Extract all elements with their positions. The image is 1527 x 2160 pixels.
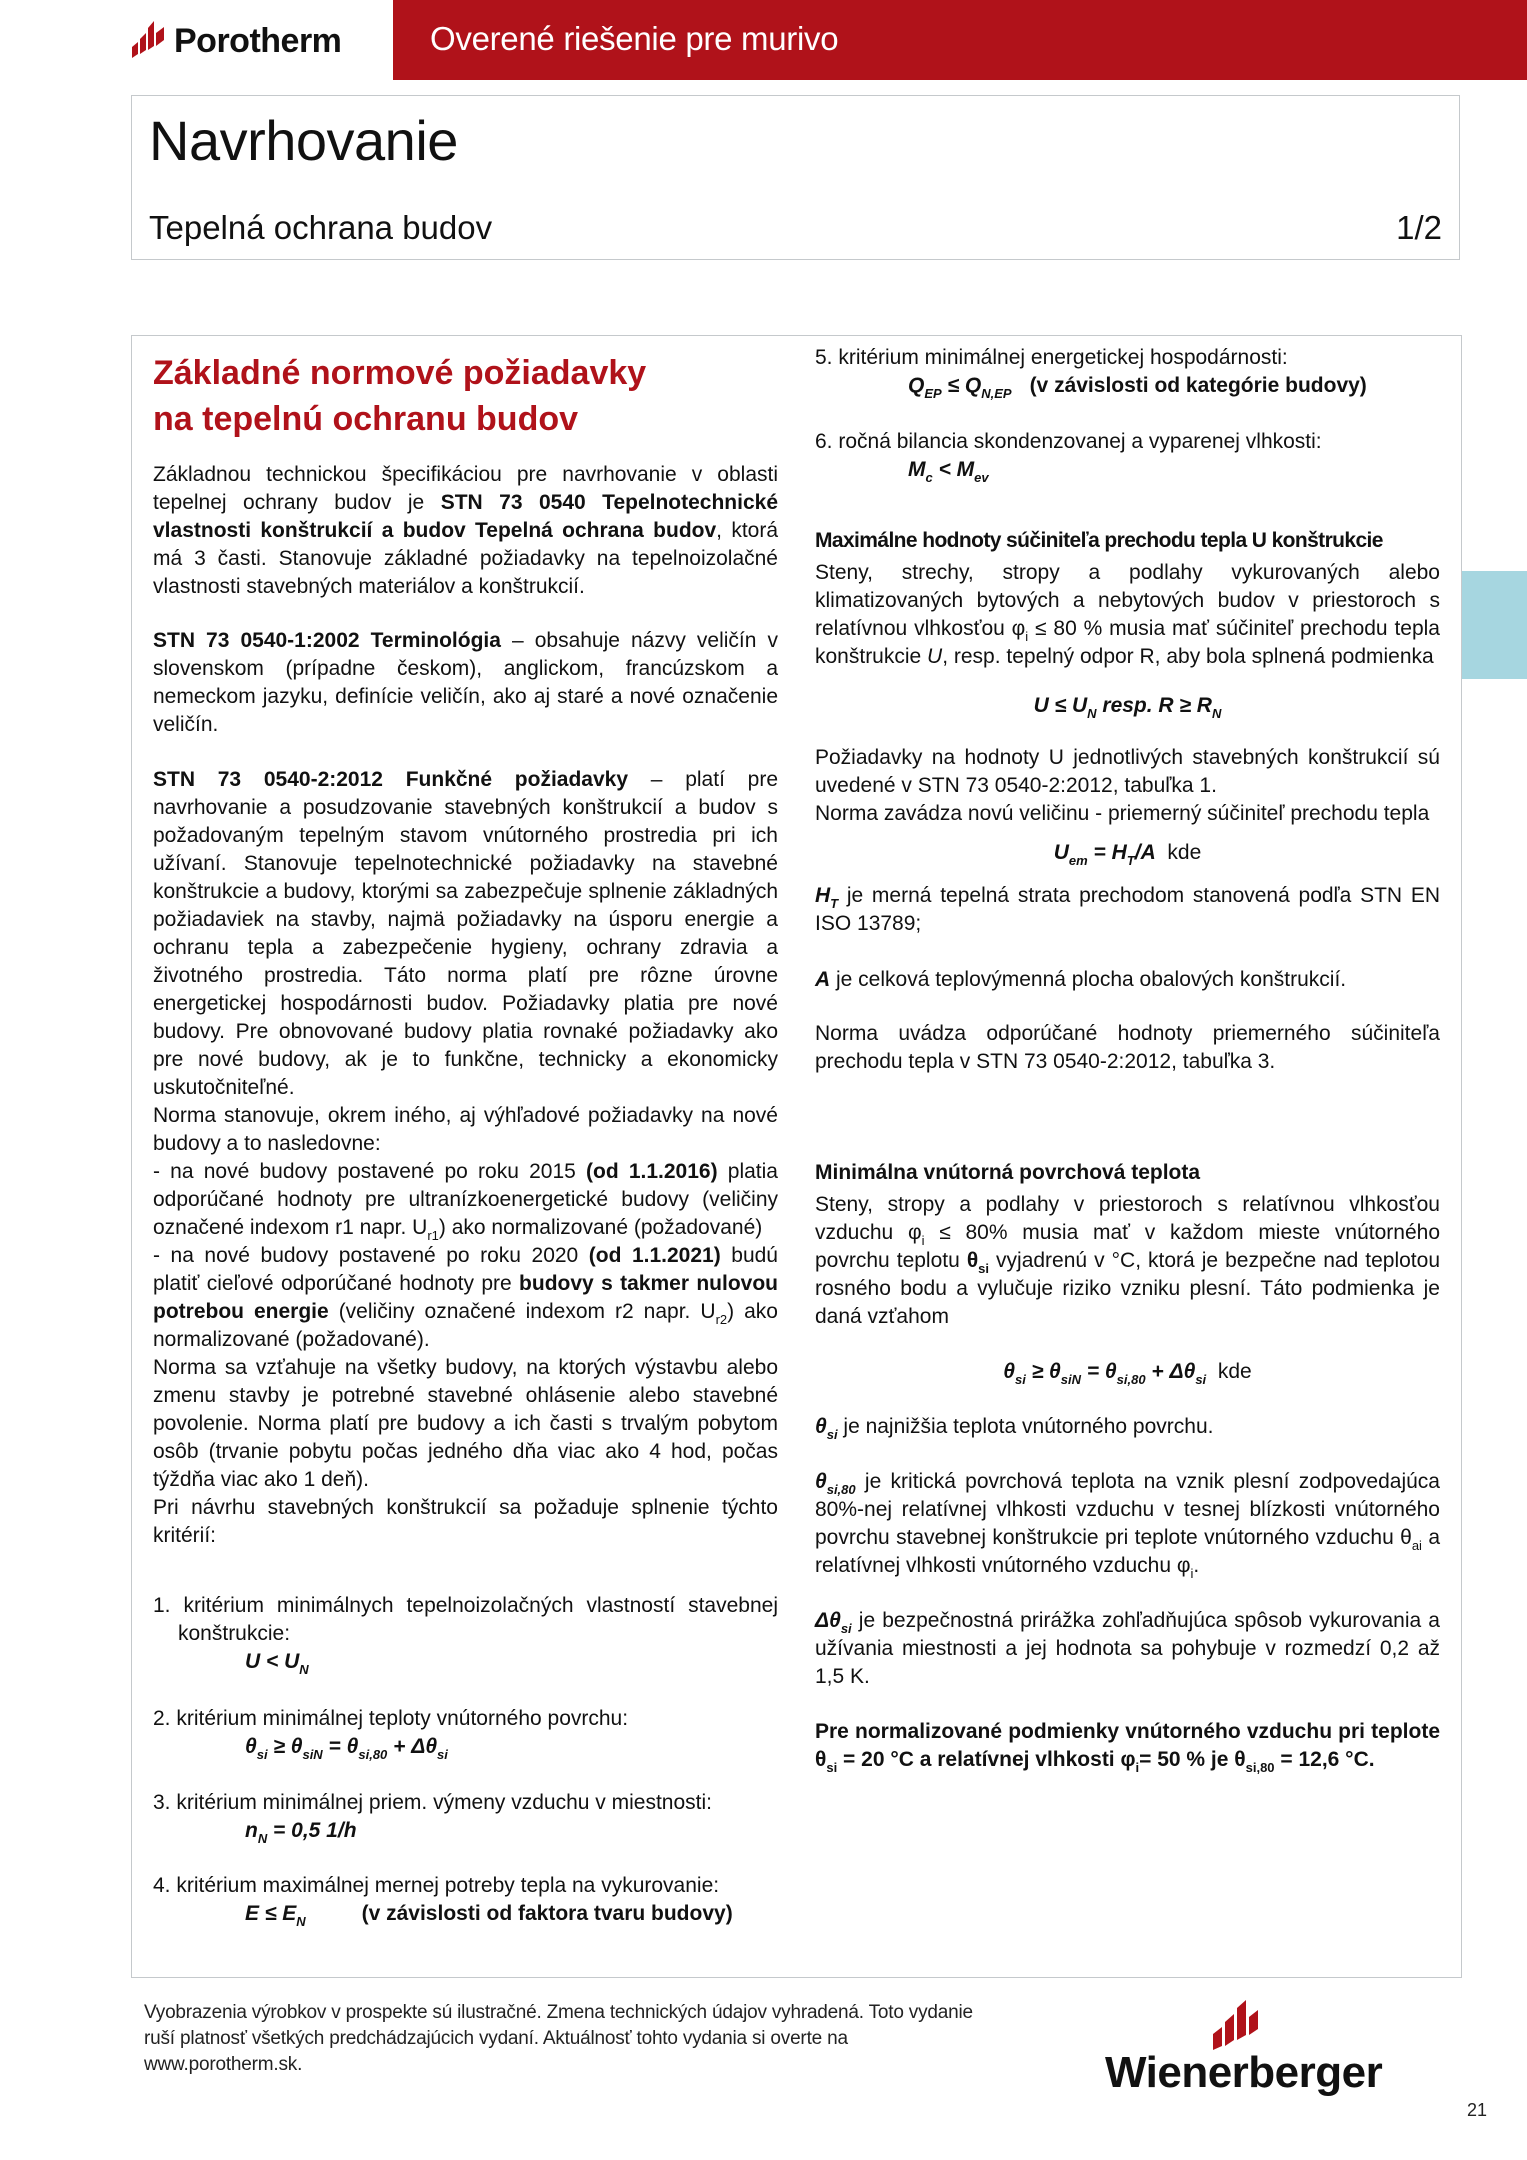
left-column [153, 350, 778, 442]
theta-80-definition: $\theta_{si,80}$ je kritická povrchová teplota na vznik plesní zodpovedajúca 80%-nej relatívnej vlhkosti vzduchu v tesnej blízkosti vnútorného povrchu stavebnej konštrukcie pri teplote vnútorného vzduchu $\theta_{ai}$ a relatívnej vlhkosti vnútorného vzduchu $\varphi_i$. [815, 1470, 1440, 1581]
criterion-5: 5. kritérium minimálnej energetickej hospodárnosti: $Q_{EP} \le Q_{N,EP}$ (v závislosti od kategórie budovy) [815, 344, 1440, 400]
formula-u-r: $U \le U_N$ resp. $R \ge R_N$ [1033, 694, 1222, 721]
outlook-paragraph: Norma stanovuje, okrem iného, aj výhľadové požiadavky na nové budovy a to nasledovne: [153, 1104, 778, 1155]
stn-part2-block [153, 766, 778, 1550]
bullet-2016: - na nové budovy postavené po roku 2015 (od 1.1.2016) platia odporúčané hodnoty pre ultranízkoenergetické budovy (veličiny označené indexom r1 napr. $U_{r1}$) ako normalizované (požadované) [153, 1160, 778, 1243]
wienerberger-logo [1105, 2000, 1395, 2100]
u-paragraph: Steny, strechy, stropy a podlahy vykurovaných alebo klimatizovaných bytových a nebytových budov v priestoroch s relatívnou vlhkosťou $\varphi_i \le 80$ % musia mať súčiniteľ prechodu tepla konštrukcie U, resp. tepelný odpor R, aby bola splnená podmienka [815, 561, 1440, 668]
u-values-paragraph: Požiadavky na hodnoty U jednotlivých stavebných konštrukcií sú uvedené v STN 73 0540-2:2012, tabuľka 1. [815, 746, 1440, 797]
formula-qep: $Q_{EP} \le Q_{N,EP}$ (v závislosti od kategórie budovy) [908, 374, 1367, 401]
formula-theta: $\theta_{si} \ge \theta_{siN} = \theta_{si,80} + \Delta\theta_{si}$ [245, 1735, 448, 1762]
criterion-2: 2. kritérium minimálnej teploty vnútorného povrchu: $\theta_{si} \ge \theta_{siN} = \theta_{si,80} + \Delta\theta_{si}$ [153, 1705, 778, 1761]
brick-bars-icon [1213, 2000, 1259, 2050]
formula-moisture: $M_c < M_{ev}$ [908, 458, 989, 485]
a-definition: A je celková teplovýmenná plocha obalových konštrukcií. [815, 968, 1347, 991]
page-title: Navrhovanie [149, 109, 458, 172]
wienerberger-wordmark: Wienerberger [1105, 2048, 1383, 2097]
section-page-indicator: 1/2 [1396, 209, 1442, 246]
u-heading: Maximálne hodnoty súčiniteľa prechodu tepla U konštrukcie [815, 529, 1383, 552]
formula-theta-kde: $\theta_{si} \ge \theta_{siN} = \theta_{si,80} + \Delta\theta_{si}$ kde [1003, 1360, 1252, 1387]
bullet-2021: - na nové budovy postavené po roku 2020 (od 1.1.2021) budú platiť cieľové odporúčané hodnoty pre budovy s takmer nulovou potrebou energie (veličiny označené indexom r2 napr. $U_{r2}$) ako normalizované (požadované). [153, 1244, 779, 1351]
ht-definition: $H_T$ je merná tepelná strata prechodom stanovená podľa STN EN ISO 13789; [815, 884, 1440, 935]
theta-si-definition: $\theta_{si}$ je najnižšia teplota vnútorného povrchu. [815, 1415, 1214, 1442]
title-box [131, 95, 1460, 260]
tagline: Overené riešenie pre murivo [430, 20, 839, 57]
page-number: 21 [1467, 2100, 1488, 2120]
criterion-1: 1. kritérium minimálnych tepelnoizolačných vlastností stavebnej konštrukcie: $U < U_N$ [153, 1594, 778, 1677]
criterion-3: 3. kritérium minimálnej priem. výmeny vzduchu v miestnosti: $n_N = 0,5$ 1/h [153, 1789, 778, 1845]
stn-part1-paragraph: STN 73 0540-1:2002 Terminológia – obsahuje názvy veličín v slovenskom (prípadne českom), anglickom, francúzskom a nemeckom jazyku, definície veličín, ako aj staré a nové označenie veličín. [153, 629, 778, 736]
brick-bars-icon [132, 20, 166, 58]
formula-u-un: $U < U_N$ [245, 1650, 309, 1677]
formula-uem: $U_{em} = H_T/A$ kde [1053, 841, 1202, 868]
porotherm-logo [132, 16, 341, 58]
chapter-side-tab [1462, 571, 1527, 679]
stn-part2-paragraph: STN 73 0540-2:2012 Funkčné požiadavky – platí pre navrhovanie a posudzovanie stavebných konštrukcií a budov s požadovaným tepelným stavom vnútorného prostredia pri ich užívaní. Stanovuje tepelnotechnické požiadavky na stavebné konštrukcie a budovy, ktorými sa zabezpečuje splnenie základných požiadaviek na stavby, najmä požiadavky na úsporu energie a ochranu tepla a zabezpečenie hygieny, ochrany zdravia a životného prostredia. Táto norma platí pre rôzne úrovne energetickej hospodárnosti budov. Požiadavky platia pre nové budovy. Pre obnovované budovy platia rovnaké požiadavky ako pre nové budovy, ak je to funkčne, technicky a ekonomicky uskutočniteľné. [153, 768, 779, 1099]
criterion-4: 4. kritérium maximálnej mernej potreby tepla na vykurovanie: $E \le E_N$ (v závislosti od faktora tvaru budovy) [153, 1872, 778, 1928]
temp-heading: Minimálna vnútorná povrchová teplota [815, 1161, 1201, 1184]
footer-disclaimer: Vyobrazenia výrobkov v prospekte sú ilustračné. Zmena technických údajov vyhradená. Toto vydanie ruší platnosť všetkých predchádzajúcich vydaní. Aktuálnosť tohto vydania si overte na www.porotherm.sk. [144, 2002, 973, 2075]
temp-paragraph: Steny, stropy a podlahy v priestoroch s relatívnou vlhkosťou vzduchu $\varphi_i \le 80\%$ musia mať v každom mieste vnútorného povrchu teplotu $\theta_{si}$ vyjadrenú v °C, ktorá je bezpečne nad teplotou rosného bodu a vylučuje riziko vzniku plesní. Táto podmienka je daná vzťahom [815, 1193, 1440, 1328]
scope-paragraph: Norma sa vzťahuje na všetky budovy, na ktorých výstavbu alebo zmenu stavby je potrebné stavebné ohlásenie alebo stavebné povolenie. Norma platí pre budovy a ich časti s trvalým pobytom osôb (trvanie pobytu počas jedného dňa viac ako 4 hod, počas týždňa viac ako 1 deň). [153, 1356, 778, 1491]
conclusion-paragraph: Pre normalizované podmienky vnútorného vzduchu pri teplote $\theta_{si} = 20$ °C a relatívnej vlhkosti $\varphi_i= 50$ % je $\theta_{si,80} = 12,6$ °C. [815, 1720, 1440, 1775]
criteria-intro: Pri návrhu stavebných konštrukcií sa požaduje splnenie týchto kritérií: [153, 1496, 778, 1547]
new-quantity-paragraph: Norma zavádza novú veličinu - priemerný súčiniteľ prechodu tepla [815, 802, 1430, 825]
delta-theta-definition: $\Delta\theta_{si}$ je bezpečnostná prirážka zohľadňujúca spôsob vykurovania a užívania miestnosti a jej hodnota sa pohybuje v rozmedzí 0,2 až 1,5 K. [815, 1609, 1440, 1688]
formula-energy: $E \le E_N$ (v závislosti od faktora tvaru budovy) [245, 1902, 733, 1929]
section-heading: Základné normové požiadavky na tepelnú ochranu budov [153, 354, 647, 438]
recommended-paragraph: Norma uvádza odporúčané hodnoty priemerného súčiniteľa prechodu tepla v STN 73 0540-2:2012, tabuľka 3. [815, 1022, 1440, 1073]
formula-air-exchange: $n_N = 0,5$ 1/h [245, 1819, 357, 1846]
intro-paragraph: Základnou technickou špecifikáciou pre navrhovanie v oblasti tepelnej ochrany budov je STN 73 0540 Tepelnotechnické vlastnosti konštrukcií a budov Tepelná ochrana budov, ktorá má 3 časti. Stanovuje základné požiadavky na tepelnoizolačné vlastnosti stavebných materiálov a konštrukcií. [153, 463, 779, 598]
page-subtitle: Tepelná ochrana budov [149, 209, 493, 246]
porotherm-wordmark: Porotherm [174, 22, 342, 60]
u-section [815, 527, 1440, 1076]
criterion-6: 6. ročná bilancia skondenzovanej a vyparenej vlhkosti: $M_c < M_{ev}$ [815, 428, 1440, 484]
tagline-banner [393, 0, 1527, 80]
temperature-section [815, 1159, 1440, 1774]
